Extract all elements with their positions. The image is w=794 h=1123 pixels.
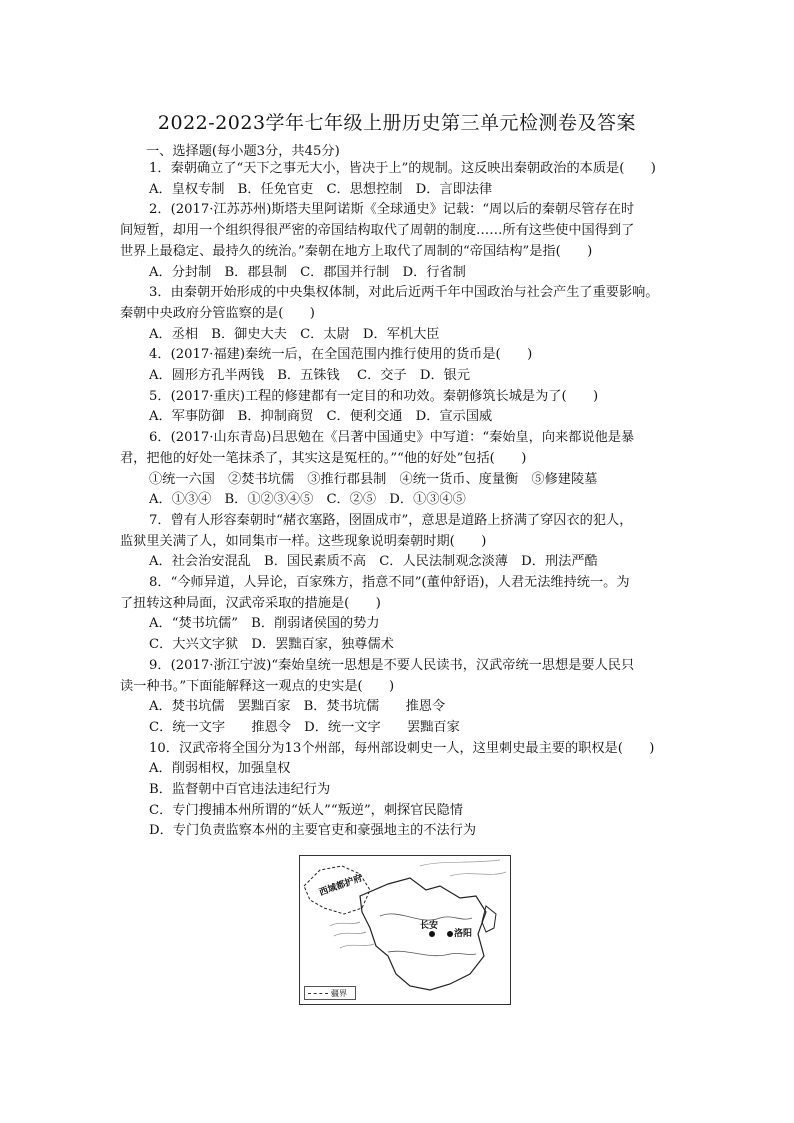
section-heading: 一、选择题(每小题3分，共45分) <box>146 144 340 159</box>
question-line: 6．(2017·山东青岛)吕思勉在《吕著中国通史》中写道：“秦始皇，向来都说他是暴 <box>149 430 635 446</box>
question-line: 5．(2017·重庆)工程的修建都有一定目的和功效。秦朝修筑长城是为了( ) <box>149 388 599 404</box>
question-line: 了扭转这种局面，汉武帝采取的措施是( ) <box>120 595 381 611</box>
question-line: 3．由秦朝开始形成的中央集权体制，对此后近两千年中国政治与社会产生了重要影响。 <box>149 285 659 301</box>
question-line: A．丞相 B．御史大夫 C．太尉 D．军机大臣 <box>149 326 440 342</box>
question-line: 间短暂，却用一个组织得很严密的帝国结构取代了周朝的制度……所有这些使中国得到了 <box>120 223 635 239</box>
question-line: 世界上最稳定、最持久的统治。”秦朝在地方上取代了周制的“帝国结构”是指( ) <box>120 243 593 259</box>
question-line: A．分封制 B．郡县制 C．郡国并行制 D．行省制 <box>149 264 466 280</box>
question-line: A．焚书坑儒 罢黜百家 B．焚书坑儒 推恩令 <box>149 699 446 715</box>
border-dash-icon <box>308 993 328 994</box>
question-line: A．社会治安混乱 B．国民素质不高 C．人民法制观念淡薄 D．刑法严酷 <box>149 554 598 570</box>
question-line: 8．“今师异道，人异论，百家殊方，指意不同”(董仲舒语)，人君无法维持统一。为 <box>149 575 630 590</box>
question-line: 4．(2017·福建)秦统一后，在全国范围内推行使用的货币是( ) <box>149 347 533 363</box>
question-line: B．监督朝中百官违法违纪行为 <box>149 782 331 797</box>
question-line: A．皇权专制 B．任免官吏 C．思想控制 D．言即法律 <box>149 181 493 197</box>
question-line: 1．秦朝确立了“天下之事无大小，皆决于上”的规制。这反映出秦朝政治的本质是( ) <box>149 161 656 176</box>
question-line: 7．曾有人形容秦朝时“赭衣塞路，囹圄成市”，意思是道路上挤满了穿囚衣的犯人， <box>149 512 633 528</box>
question-line: C．统一文字 推恩令 D．统一文字 罢黜百家 <box>149 719 460 735</box>
map-legend <box>304 986 356 1000</box>
legend-label: 疆界 <box>331 989 347 998</box>
map-label-changan: 长安 <box>420 921 439 931</box>
question-line: 监狱里关满了人，如同集市一样。这些现象说明秦朝时期( ) <box>120 533 487 549</box>
question-line: D．专门负责监察本州的主要官吏和豪强地主的不法行为 <box>149 823 477 839</box>
question-line: 9．(2017·浙江宁波)“秦始皇统一思想是不要人民读书，汉武帝统一思想是要人民只 <box>149 657 635 673</box>
page-title: 2022-2023学年七年级上册历史第三单元检测卷及答案 <box>157 112 637 134</box>
han-dynasty-map <box>299 855 511 1005</box>
map-drawing <box>300 856 510 1004</box>
question-line: A．削弱相权，加强皇权 <box>149 761 291 777</box>
question-line: A．“焚书坑儒” B．削弱诸侯国的势力 <box>149 616 380 632</box>
question-line: C．大兴文字狱 D．罢黜百家，独尊儒术 <box>149 637 394 653</box>
map-label-western-regions: 西域都护府 <box>318 873 364 899</box>
question-line: 君，把他的好处一笔抹杀了，其实这是冤枉的。”“他的好处”包括( ) <box>120 450 527 466</box>
question-line: 读一种书。”下面能解释这一观点的史实是( ) <box>120 678 395 694</box>
map-label-luoyang: 洛阳 <box>454 929 473 939</box>
question-line: C．专门搜捕本州所谓的“妖人”“叛逆”，刺探官民隐情 <box>149 802 463 818</box>
question-line: 10．汉武帝将全国分为13个州部，每州部设刺史一人，这里刺史最主要的职权是( ) <box>149 740 655 756</box>
question-line: A．①③④ B．①②③④⑤ C．②⑤ D．①③④⑤ <box>149 492 466 508</box>
question-line: A．军事防御 B．抑制商贸 C．便利交通 D．宣示国威 <box>149 409 493 425</box>
question-line: A．圆形方孔半两钱 B．五铢钱 C．交子 D．银元 <box>149 368 471 383</box>
question-line: 秦朝中央政府分管监察的是( ) <box>120 305 315 321</box>
question-line: 2．(2017·江苏苏州)斯塔夫里阿诺斯《全球通史》记载：“周以后的秦朝尽管存在时 <box>149 202 635 218</box>
question-line: ①统一六国 ②焚书坑儒 ③推行郡县制 ④统一货币、度量衡 ⑤修建陵墓 <box>149 471 598 487</box>
